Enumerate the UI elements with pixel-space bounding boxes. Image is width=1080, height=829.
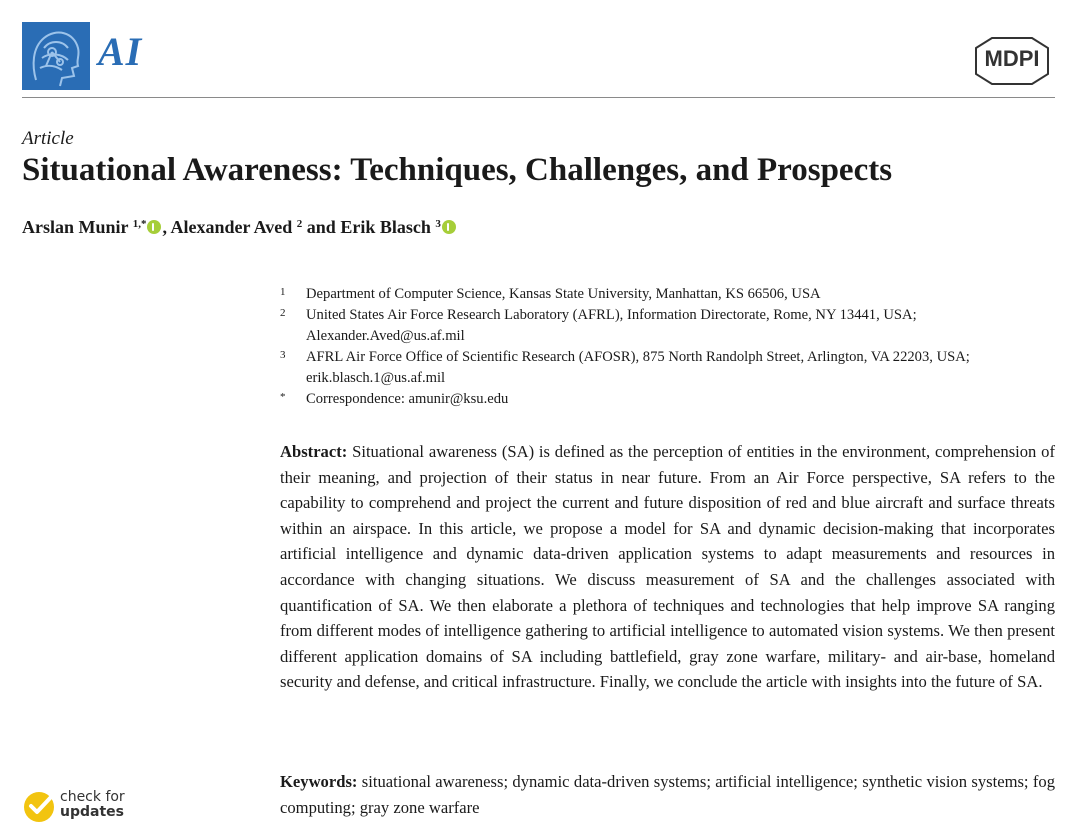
author-name[interactable]: Alexander Aved [170, 217, 293, 237]
affiliation-text: AFRL Air Force Office of Scientific Research (AFOSR), 875 North Randolph Street, Arlington, VA 22203, USA; erik.blasch.1@us.af.mil [306, 349, 970, 386]
author-name[interactable]: Arslan Munir [22, 217, 129, 237]
author-separator: and [302, 217, 341, 237]
check-badge-icon [22, 788, 58, 824]
affiliation-item [280, 389, 1060, 410]
author-affiliation-mark: 1,* [132, 218, 147, 230]
author-affiliation-mark: 3 [435, 218, 441, 230]
check-for-updates-label[interactable] [60, 790, 125, 820]
affiliation-mark: 1 [280, 286, 286, 298]
author-name[interactable]: Erik Blasch [340, 217, 431, 237]
orcid-icon[interactable] [442, 220, 456, 234]
abstract-label: Abstract: [280, 442, 348, 461]
keywords [280, 769, 1055, 820]
mdpi-logo-icon[interactable] [970, 34, 1054, 88]
affiliation-mark: 2 [280, 307, 286, 319]
abstract-text: Situational awareness (SA) is defined as the perception of entities in the environment, comprehension of their meaning, and projection of their status in near future. From an Air Force perspective, SA refers to the capability to comprehend and project the current and future disposition of red and blue aircraft and surface threats within an airspace. In this article, we propose a model for SA and dynamic decision-making that incorporates artificial intelligence and dynamic data-driven application systems to adapt measurements and resources in accordance with changing situations. We discuss measurement of SA and the challenges associated with quantification of SA. We then elaborate a plethora of techniques and technologies that help improve SA ranging from different modes of intelligence gathering to artificial intelligence to automated vision systems. We then present different application domains of SA including battlefield, gray zone warfare, military- and air-base, homeland security and defense, and critical infrastructure. Finally, we conclude the article with insights into the future of SA. [280, 442, 1055, 692]
abstract [280, 439, 1055, 695]
affiliation-item [280, 347, 1060, 389]
header-divider [22, 97, 1055, 98]
article-title: Situational Awareness: Techniques, Challenges, and Prospects [22, 152, 893, 188]
affiliation-item [280, 305, 1060, 347]
affiliation-mark: * [280, 391, 286, 403]
updates-line-2: updates [60, 804, 124, 820]
affiliations [280, 284, 1060, 410]
affiliation-text: Department of Computer Science, Kansas State University, Manhattan, KS 66506, USA [306, 286, 821, 302]
affiliation-text: United States Air Force Research Laboratory (AFRL), Information Directorate, Rome, NY 13441, USA; Alexander.Aved@us.af.mil [306, 307, 917, 344]
affiliation-item [280, 284, 1060, 305]
publisher-name: MDPI [984, 46, 1040, 71]
journal-logo-icon[interactable] [22, 22, 90, 90]
affiliation-mark: 3 [280, 349, 286, 361]
correspondence-text: Correspondence: amunir@ksu.edu [306, 391, 509, 407]
keywords-label: Keywords: [280, 772, 358, 791]
author-separator: , [162, 217, 171, 237]
article-type: Article [22, 128, 74, 149]
orcid-icon[interactable] [147, 220, 161, 234]
updates-line-1: check for [60, 789, 125, 805]
keywords-text: situational awareness; dynamic data-driven systems; artificial intelligence; synthetic vision systems; fog computing; gray zone warfare [280, 772, 1056, 817]
journal-name[interactable]: AI [98, 29, 143, 74]
author-affiliation-mark: 2 [296, 218, 303, 230]
author-list [22, 217, 457, 238]
